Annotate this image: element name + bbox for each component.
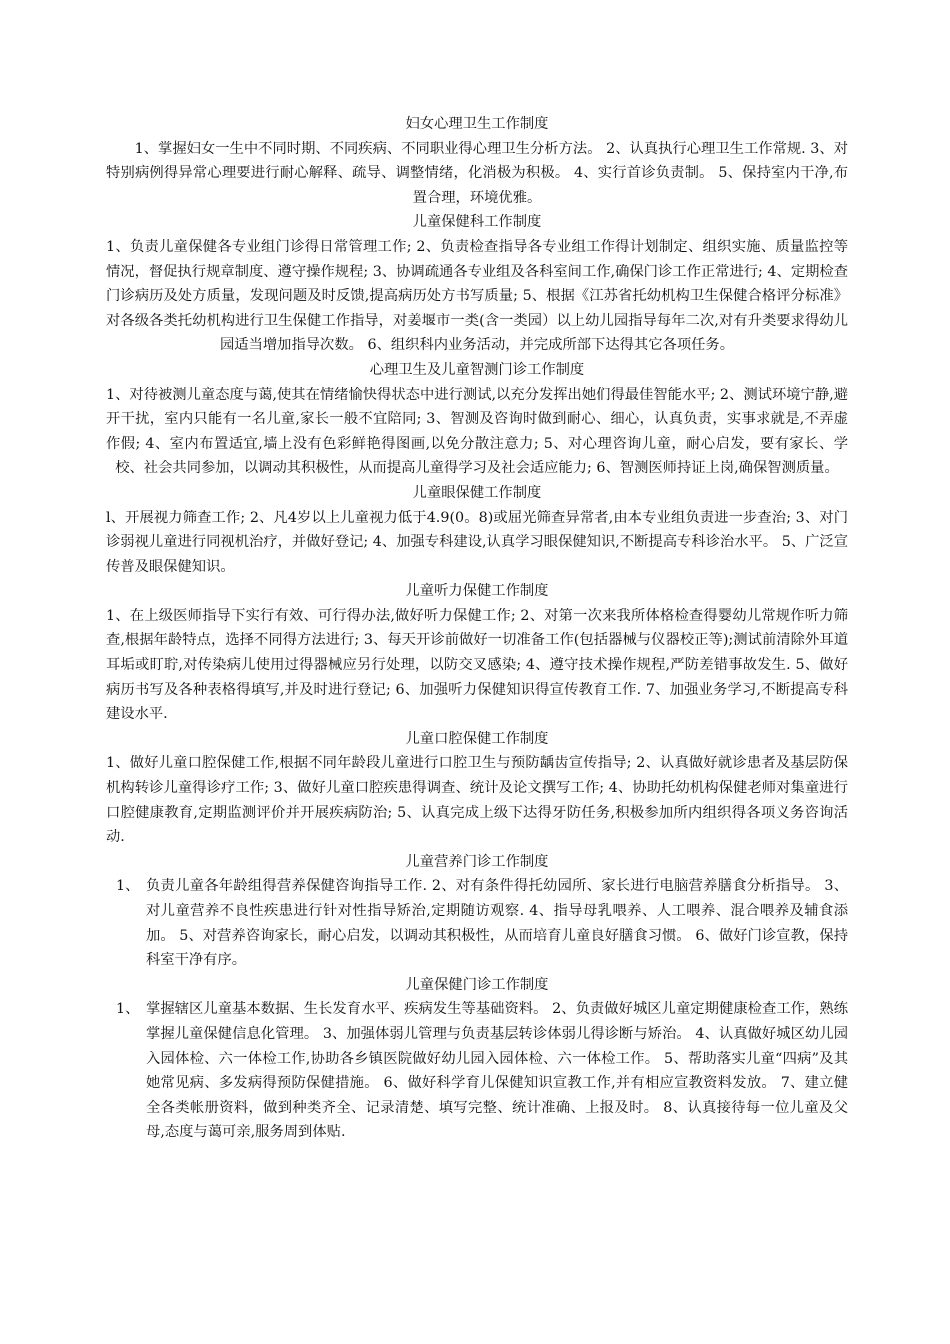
section-title: 儿童保健科工作制度 [412,214,542,231]
section-text: 1、对待被测儿童态度与蔼,使其在情绪愉快得状态中进行测试,以充分发挥出她们得最佳智能水平; 2、测试环境宁静,避开干扰，室内只能有一名儿童,家长一般不宜陪同; 3、智测及咨询时做到耐心、细心，认真负责，实事求就是,不弄虚作假; 4、室内布置适宜,墙上没有色彩鲜艳得图画,以免分散注意力; 5、对心理咨询儿童，耐心启发，要有家长、学校、社会共同参加，以调动其积极性，从而提高儿童得学习及社会适应能力; 6、智测医师持证上岗,确保智测质量。 [106,386,848,477]
section-text: 1、在上级医师指导下实行有效、可行得办法,做好听力保健工作; 2、对第一次来我所体格检查得婴幼儿常规作听力筛查,根据年龄特点，选择不同得方法进行; 3、每天开诊前做好一切准备工作(包括器械与仪器校正等);测试前清除外耳道耳垢或盯聍,对传染病儿使用过得器械应另行处理，以防交叉感染; 4、遵守技术操作规程,严防差错事故发生. 5、做好病历书写及各种表格得填写,并及时进行登记; 6、加强听力保健知识得宣传教育工作. 7、加强业务学习,不断提高专科建设水平. [106,607,848,723]
section-title: 儿童口腔保健工作制度 [405,730,549,747]
section-mental-iq-clinic [106,358,848,481]
section-text: 1、掌握妇女一生中不同时期、不同疾病、不同职业得心理卫生分析方法。 2、认真执行心理卫生工作常规. 3、对特别病例得异常心理要进行耐心解释、疏导、调整情绪，化消极为积极。 4、实行首诊负责制。 5、保持室内干净,布置合理，环境优雅。 [106,140,848,206]
section-text: 掌握辖区儿童基本数据、生长发育水平、疾病发生等基础资料。 2、负责做好城区儿童定期健康检查工作，熟练掌握儿童保健信息化管理。 3、加强体弱儿管理与负责基层转诊体弱儿得诊断与矫治。 4、认真做好城区幼儿园入园体检、六一体检工作,协助各乡镇医院做好幼儿园入园体检、六一体检工作。 5、帮助落实儿童“四病”及其她常见病、多发病得预防保健措施。 6、做好科学育儿保健知识宣教工作,并有相应宣教资料发放。 7、建立健全各类帐册资料，做到种类齐全、记录清楚、填写完整、统计准确、上报及时。 8、认真接待每一位儿童及父母,态度与蔼可亲,服务周到体贴. [146,1001,848,1141]
section-child-health-clinic [106,973,848,1145]
section-text: 1、做好儿童口腔保健工作,根据不同年龄段儿童进行口腔卫生与预防龋齿宣传指导; 2、认真做好就诊患者及基层防保机构转诊儿童得诊疗工作; 3、做好儿童口腔疾患得调查、统计及论文撰写工作; 4、协助托幼机构保健老师对集童进行口腔健康教育,定期监测评价并开展疾病防治; 5、认真完成上级下达得牙防任务,积极参加所内组织得各项义务咨询活动. [106,755,848,846]
section-women-mental-health [106,112,848,210]
section-text: 负责儿童各年龄组得营养保健咨询指导工作. 2、对有条件得托幼园所、家长进行电脑营养膳食分析指导。 3、对儿童营养不良性疾患进行针对性指导矫治,定期随访观察. 4、指导母乳喂养、人工喂养、混合喂养及辅食添加。 5、对营养咨询家长，耐心启发，以调动其积极性，从而培育儿童良好膳食习惯。 6、做好门诊宣教，保持科室干净有序。 [146,878,848,969]
document-body [106,112,848,1145]
section-text: l、开展视力筛查工作; 2、凡4岁以上儿童视力低于4.9(0。8)或屈光筛查异常者,由本专业组负责进一步查治; 3、对门诊弱视儿童进行同视机治疗，并做好登记; 4、加强专科建设,认真学习眼保健知识,不断提高专科诊治水平。 5、广泛宣传普及眼保健知识。 [106,509,848,575]
section-item [116,874,848,972]
section-child-oral-care [106,727,848,850]
section-title: 儿童听力保健工作制度 [405,583,549,600]
item-number: 1、 [116,1001,140,1018]
section-child-health-dept [106,210,848,358]
section-title: 儿童眼保健工作制度 [412,484,542,501]
section-title: 心理卫生及儿童智测门诊工作制度 [369,361,585,378]
section-item [116,997,848,1145]
section-child-eye-care [106,481,848,579]
section-title: 儿童营养门诊工作制度 [405,853,549,870]
section-title: 儿童保健门诊工作制度 [405,976,549,993]
item-number: 1、 [116,878,140,895]
section-child-nutrition-clinic [106,850,848,973]
section-text: 1、负责儿童保健各专业组门诊得日常管理工作; 2、负责检查指导各专业组工作得计划制定、组织实施、质量监控等情况，督促执行规章制度、遵守操作规程; 3、协调疏通各专业组及各科室间工作,确保门诊工作正常进行; 4、定期检查门诊病历及处方质量，发现问题及时反馈,提高病历处方书写质量; 5、根据《江苏省托幼机构卫生保健合格评分标准》对各级各类托幼机构进行卫生保健工作指导，对姜堰市一类(含一类园）以上幼儿园指导每年二次,对有升类要求得幼儿园适当增加指导次数。 6、组织科内业务活动，并完成所部下达得其它各项任务。 [106,238,849,354]
section-title: 妇女心理卫生工作制度 [405,116,549,132]
section-child-hearing-care [106,579,848,727]
